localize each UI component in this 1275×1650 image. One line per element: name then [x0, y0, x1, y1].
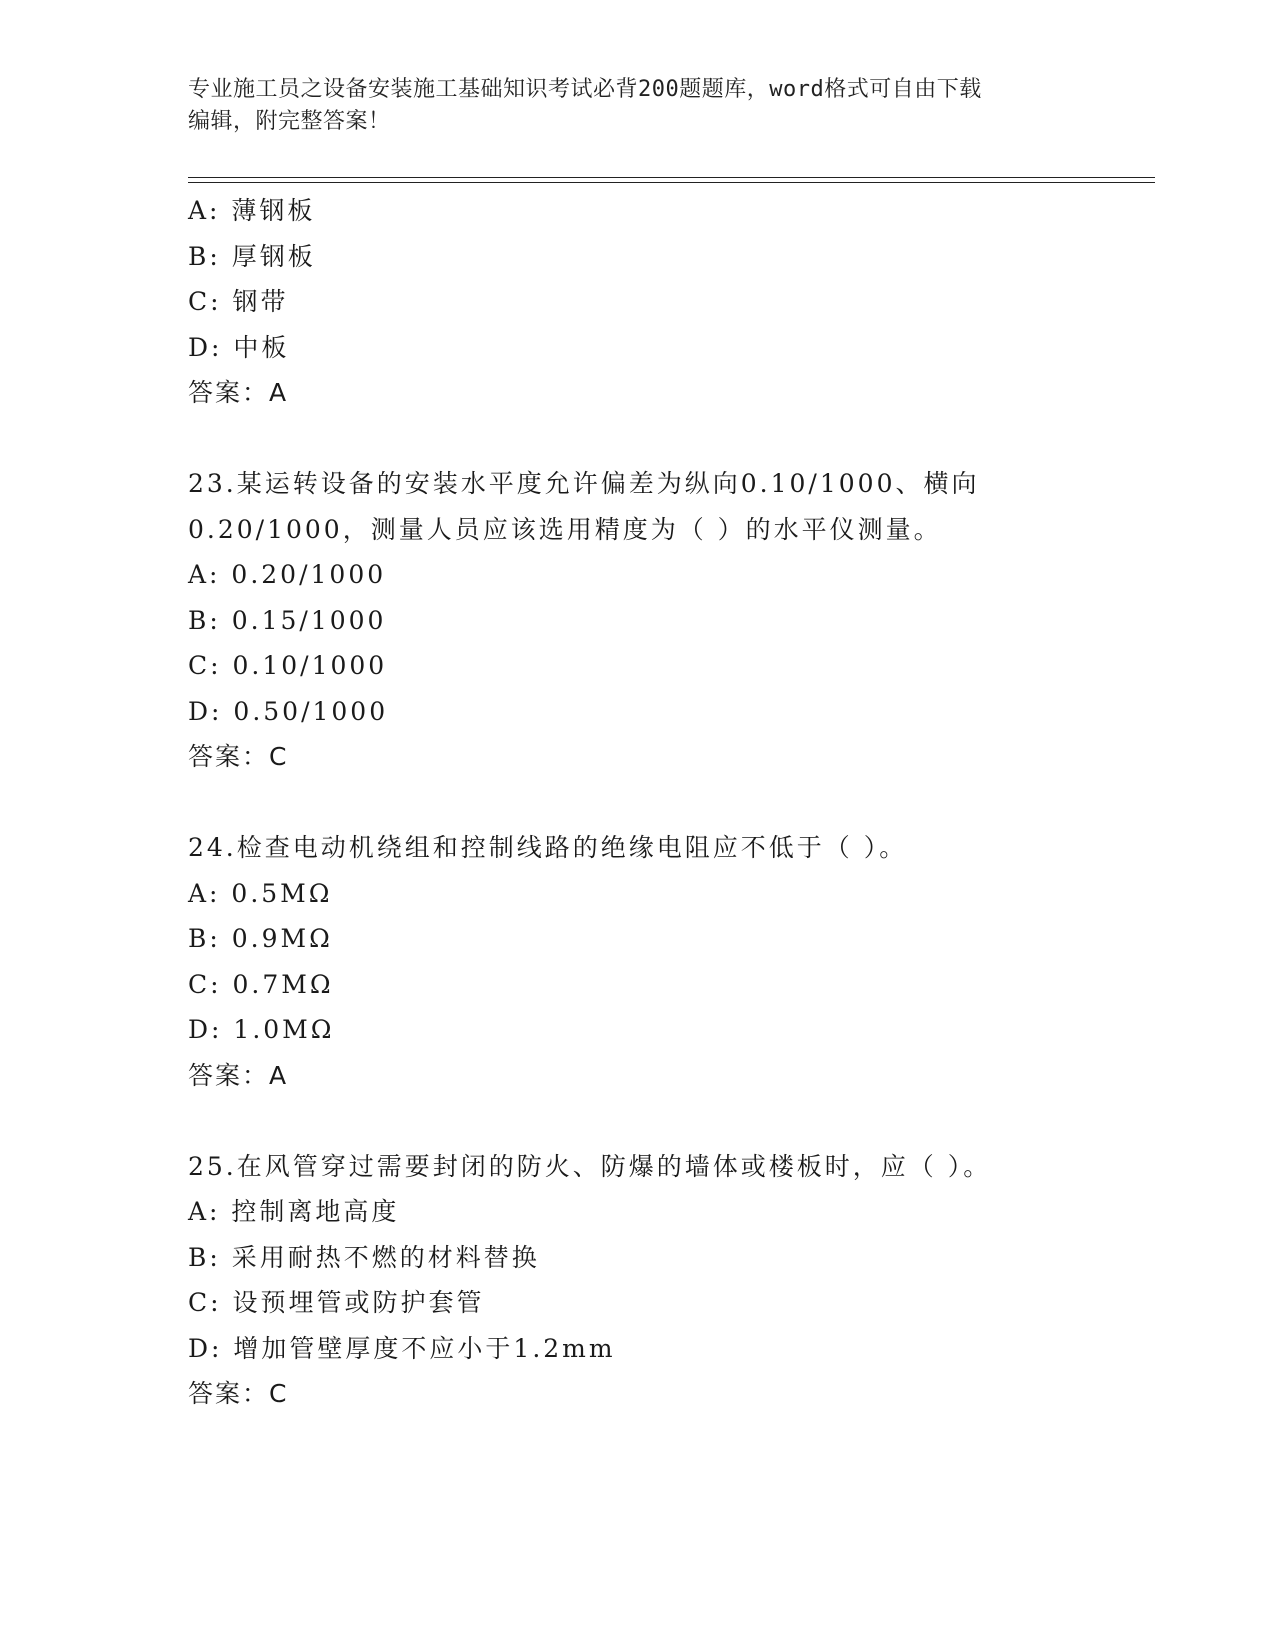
option-c: C: 设预埋管或防护套管 [188, 1288, 485, 1317]
option-c: C: 0.10/1000 [188, 651, 388, 680]
question-list [188, 188, 1148, 1417]
option-a: A: 0.20/1000 [188, 560, 387, 589]
question-partial [188, 188, 1148, 416]
option-c: C: 钢带 [188, 287, 289, 316]
question-stem: 24.检查电动机绕组和控制线路的绝缘电阻应不低于（ ）。 [188, 833, 908, 862]
question-stem: 23.某运转设备的安装水平度允许偏差为纵向0.10/1000、横向 [188, 469, 980, 498]
option-a: A: 控制离地高度 [188, 1197, 400, 1226]
question-23 [188, 461, 1148, 780]
answer: 答案：A [188, 378, 289, 407]
option-a: A: 薄钢板 [188, 196, 316, 225]
option-c: C: 0.7MΩ [188, 969, 334, 999]
option-b: B: 厚钢板 [188, 241, 316, 271]
document-header [188, 74, 1088, 138]
option-b: B: 0.9MΩ [188, 924, 333, 953]
question-25 [188, 1144, 1148, 1417]
answer: 答案：C [188, 742, 289, 771]
option-d: D: 0.50/1000 [188, 696, 389, 726]
question-stem: 25.在风管穿过需要封闭的防火、防爆的墙体或楼板时，应（ ）。 [188, 1151, 992, 1181]
option-b: B: 采用耐热不燃的材料替换 [188, 1242, 540, 1272]
header-rule-top [188, 177, 1155, 178]
header-line-1: 专业施工员之设备安装施工基础知识考试必背200题题库，word格式可自由下载 [188, 77, 982, 102]
header-rule-bottom [188, 182, 1155, 183]
option-b: B: 0.15/1000 [188, 605, 387, 635]
question-24 [188, 825, 1148, 1098]
option-a: A: 0.5MΩ [188, 878, 333, 908]
header-line-2: 编辑，附完整答案！ [188, 109, 391, 134]
option-d: D: 中板 [188, 332, 290, 362]
option-d: D: 增加管壁厚度不应小于1.2mm [188, 1333, 616, 1363]
question-stem: 0.20/1000，测量人员应该选用精度为（ ）的水平仪测量。 [188, 514, 942, 544]
option-d: D: 1.0MΩ [188, 1015, 335, 1044]
answer: 答案：A [188, 1060, 289, 1090]
answer: 答案：C [188, 1379, 289, 1408]
